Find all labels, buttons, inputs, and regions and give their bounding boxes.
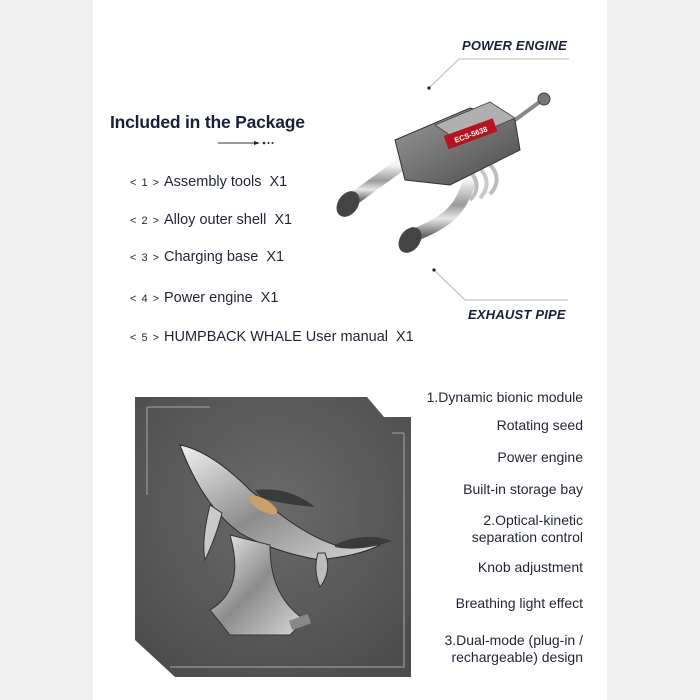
- svg-text:ECS-5638: ECS-5638: [453, 124, 489, 145]
- item-qty: X1: [274, 212, 293, 228]
- package-title: Included in the Package: [110, 112, 305, 132]
- item-name: Power engine: [164, 290, 253, 306]
- feature-item: Breathing light effect: [455, 595, 583, 611]
- feature-heading-2: 2.Optical-kinetic: [483, 512, 583, 528]
- package-item: < 2 > Alloy outer shell X1: [130, 212, 293, 228]
- feature-heading-3: 3.Dual-mode (plug-in /: [444, 632, 583, 648]
- package-item: < 3 > Charging base X1: [130, 249, 285, 265]
- item-name: Alloy outer shell: [164, 212, 267, 228]
- package-item: < 4 > Power engine X1: [130, 290, 279, 306]
- feature-item: Knob adjustment: [477, 559, 583, 575]
- item-name: HUMPBACK WHALE User manual: [164, 329, 388, 345]
- callout-power-engine: POWER ENGINE: [462, 38, 567, 53]
- feature-heading-1: 1.Dynamic bionic module: [426, 389, 583, 405]
- callout-leader-line: [430, 266, 570, 302]
- callout-exhaust-pipe: EXHAUST PIPE: [468, 307, 566, 322]
- feature-item: Built-in storage bay: [463, 481, 583, 497]
- feature-item: Power engine: [497, 449, 583, 465]
- item-qty: X1: [260, 290, 279, 306]
- feature-heading-2-cont: separation control: [471, 529, 583, 545]
- item-qty: X1: [396, 329, 414, 345]
- package-item: < 1 > Assembly tools X1: [130, 174, 288, 190]
- feature-heading-3-cont: rechargeable) design: [451, 649, 583, 665]
- arrow-dots-icon: [218, 141, 274, 145]
- item-qty: X1: [269, 174, 288, 190]
- item-qty: X1: [266, 249, 285, 265]
- whale-model-image: [130, 395, 415, 680]
- item-name: Assembly tools: [164, 174, 262, 190]
- package-item: < 5 > HUMPBACK WHALE User manual X1: [130, 329, 414, 345]
- item-name: Charging base: [164, 249, 259, 265]
- feature-item: Rotating seed: [496, 417, 583, 433]
- engine-image: [330, 80, 555, 260]
